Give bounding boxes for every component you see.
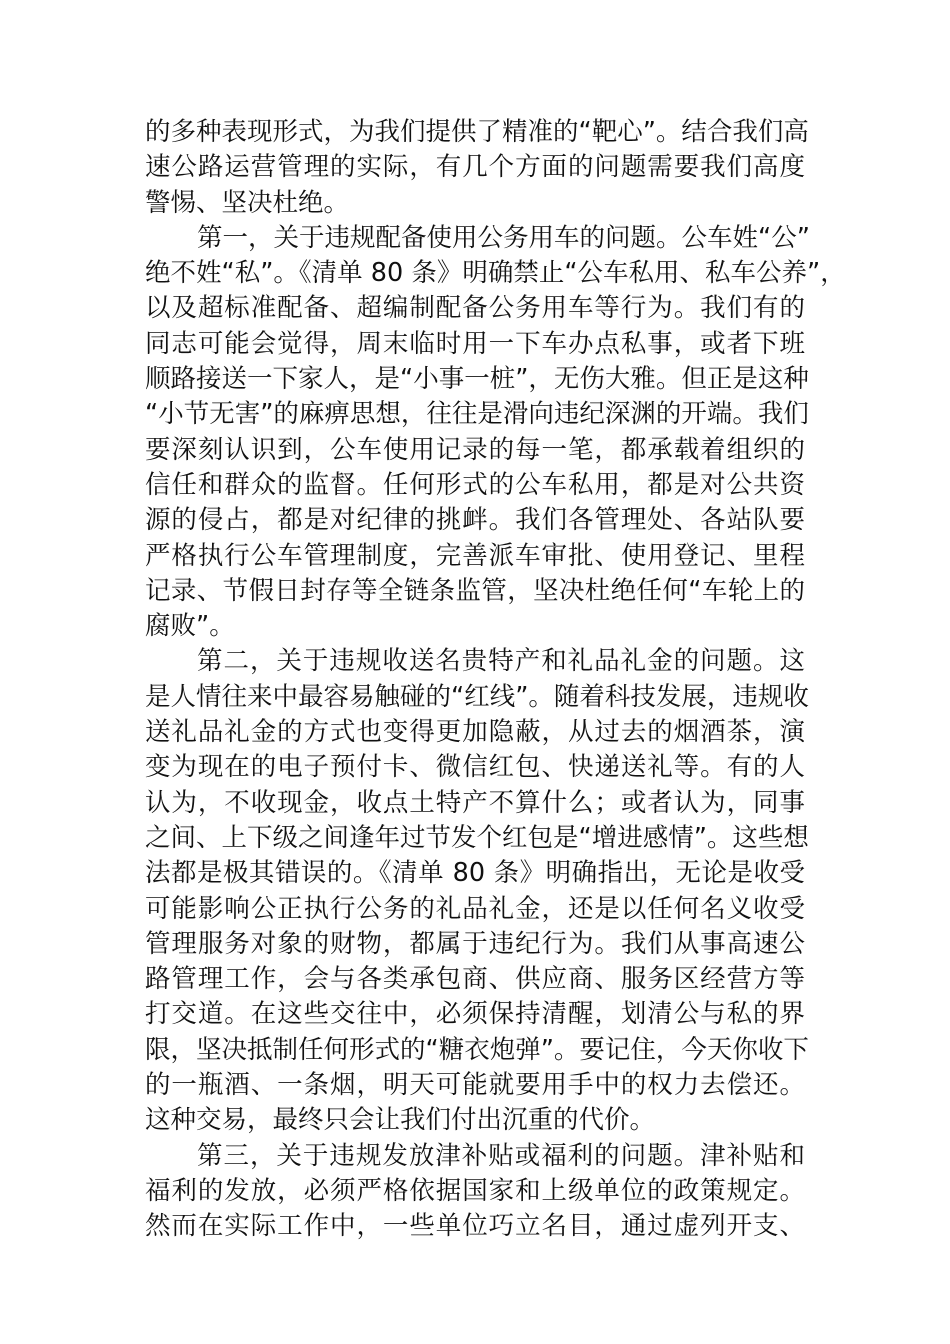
text-line: 管理服务对象的财物，都属于违纪行为。我们从事高速公 bbox=[145, 928, 805, 959]
text-line: 法都是极其错误的。《清单 80 条》明确指出，无论是收受 bbox=[145, 858, 805, 889]
text-line: 以及超标准配备、超编制配备公务用车等行为。我们有的 bbox=[145, 293, 805, 324]
text-line: 源的侵占，都是对纪律的挑衅。我们各管理处、各站队要 bbox=[145, 505, 805, 536]
text-line: 福利的发放，必须严格依据国家和上级单位的政策规定。 bbox=[145, 1175, 805, 1206]
text-line: 第一，关于违规配备使用公务用车的问题。公车姓“公” bbox=[197, 222, 810, 253]
text-line: 顺路接送一下家人，是“小事一桩”，无伤大雅。但正是这种 bbox=[145, 364, 809, 395]
text-line: 绝不姓“私”。《清单 80 条》明确禁止“公车私用、私车公养”， bbox=[145, 258, 846, 289]
text-line: 的一瓶酒、一条烟，明天可能就要用手中的权力去偿还。 bbox=[145, 1070, 805, 1101]
text-line: 变为现在的电子预付卡、微信红包、快递送礼等。有的人 bbox=[145, 752, 805, 783]
text-line: 的多种表现形式，为我们提供了精准的“靶心”。结合我们高 bbox=[145, 117, 809, 147]
text-line: 这种交易，最终只会让我们付出沉重的代价。 bbox=[145, 1105, 656, 1136]
text-line: 然而在实际工作中，一些单位巧立名目，通过虚列开支、 bbox=[145, 1211, 805, 1242]
text-line: 同志可能会觉得，周末临时用一下车办点私事，或者下班 bbox=[145, 328, 805, 359]
text-line: “小节无害”的麻痹思想，往往是滑向违纪深渊的开端。我们 bbox=[145, 399, 809, 430]
text-line: 路管理工作，会与各类承包商、供应商、服务区经营方等 bbox=[145, 964, 805, 995]
text-line: 严格执行公车管理制度，完善派车审批、使用登记、里程 bbox=[145, 540, 805, 571]
text-line: 腐败”。 bbox=[145, 611, 235, 642]
text-line: 第三，关于违规发放津补贴或福利的问题。津补贴和 bbox=[197, 1140, 805, 1171]
text-line: 打交道。在这些交往中，必须保持清醒，划清公与私的界 bbox=[145, 999, 805, 1030]
text-line: 信任和群众的监督。任何形式的公车私用，都是对公共资 bbox=[145, 469, 805, 500]
text-line: 要深刻认识到，公车使用记录的每一笔，都承载着组织的 bbox=[145, 434, 805, 465]
text-line: 速公路运营管理的实际，有几个方面的问题需要我们高度 bbox=[145, 152, 805, 183]
text-line: 送礼品礼金的方式也变得更加隐蔽，从过去的烟酒茶，演 bbox=[145, 717, 805, 748]
text-line: 记录、节假日封存等全链条监管，坚决杜绝任何“车轮上的 bbox=[145, 575, 805, 606]
text-line: 限，坚决抵制任何形式的“糖衣炮弹”。要记住，今天你收下 bbox=[145, 1034, 809, 1065]
text-line: 之间、上下级之间逢年过节发个红包是“增进感情”。这些想 bbox=[145, 822, 809, 853]
text-line: 第二，关于违规收送名贵特产和礼品礼金的问题。这 bbox=[197, 646, 805, 677]
document-body bbox=[145, 115, 846, 1245]
text-line: 是人情往来中最容易触碰的“红线”。随着科技发展，违规收 bbox=[145, 681, 809, 712]
text-line: 警惕、坚决杜绝。 bbox=[145, 187, 350, 218]
text-line: 认为，不收现金，收点土特产不算什么；或者认为，同事 bbox=[145, 787, 805, 818]
text-line: 可能影响公正执行公务的礼品礼金，还是以任何名义收受 bbox=[145, 893, 805, 924]
